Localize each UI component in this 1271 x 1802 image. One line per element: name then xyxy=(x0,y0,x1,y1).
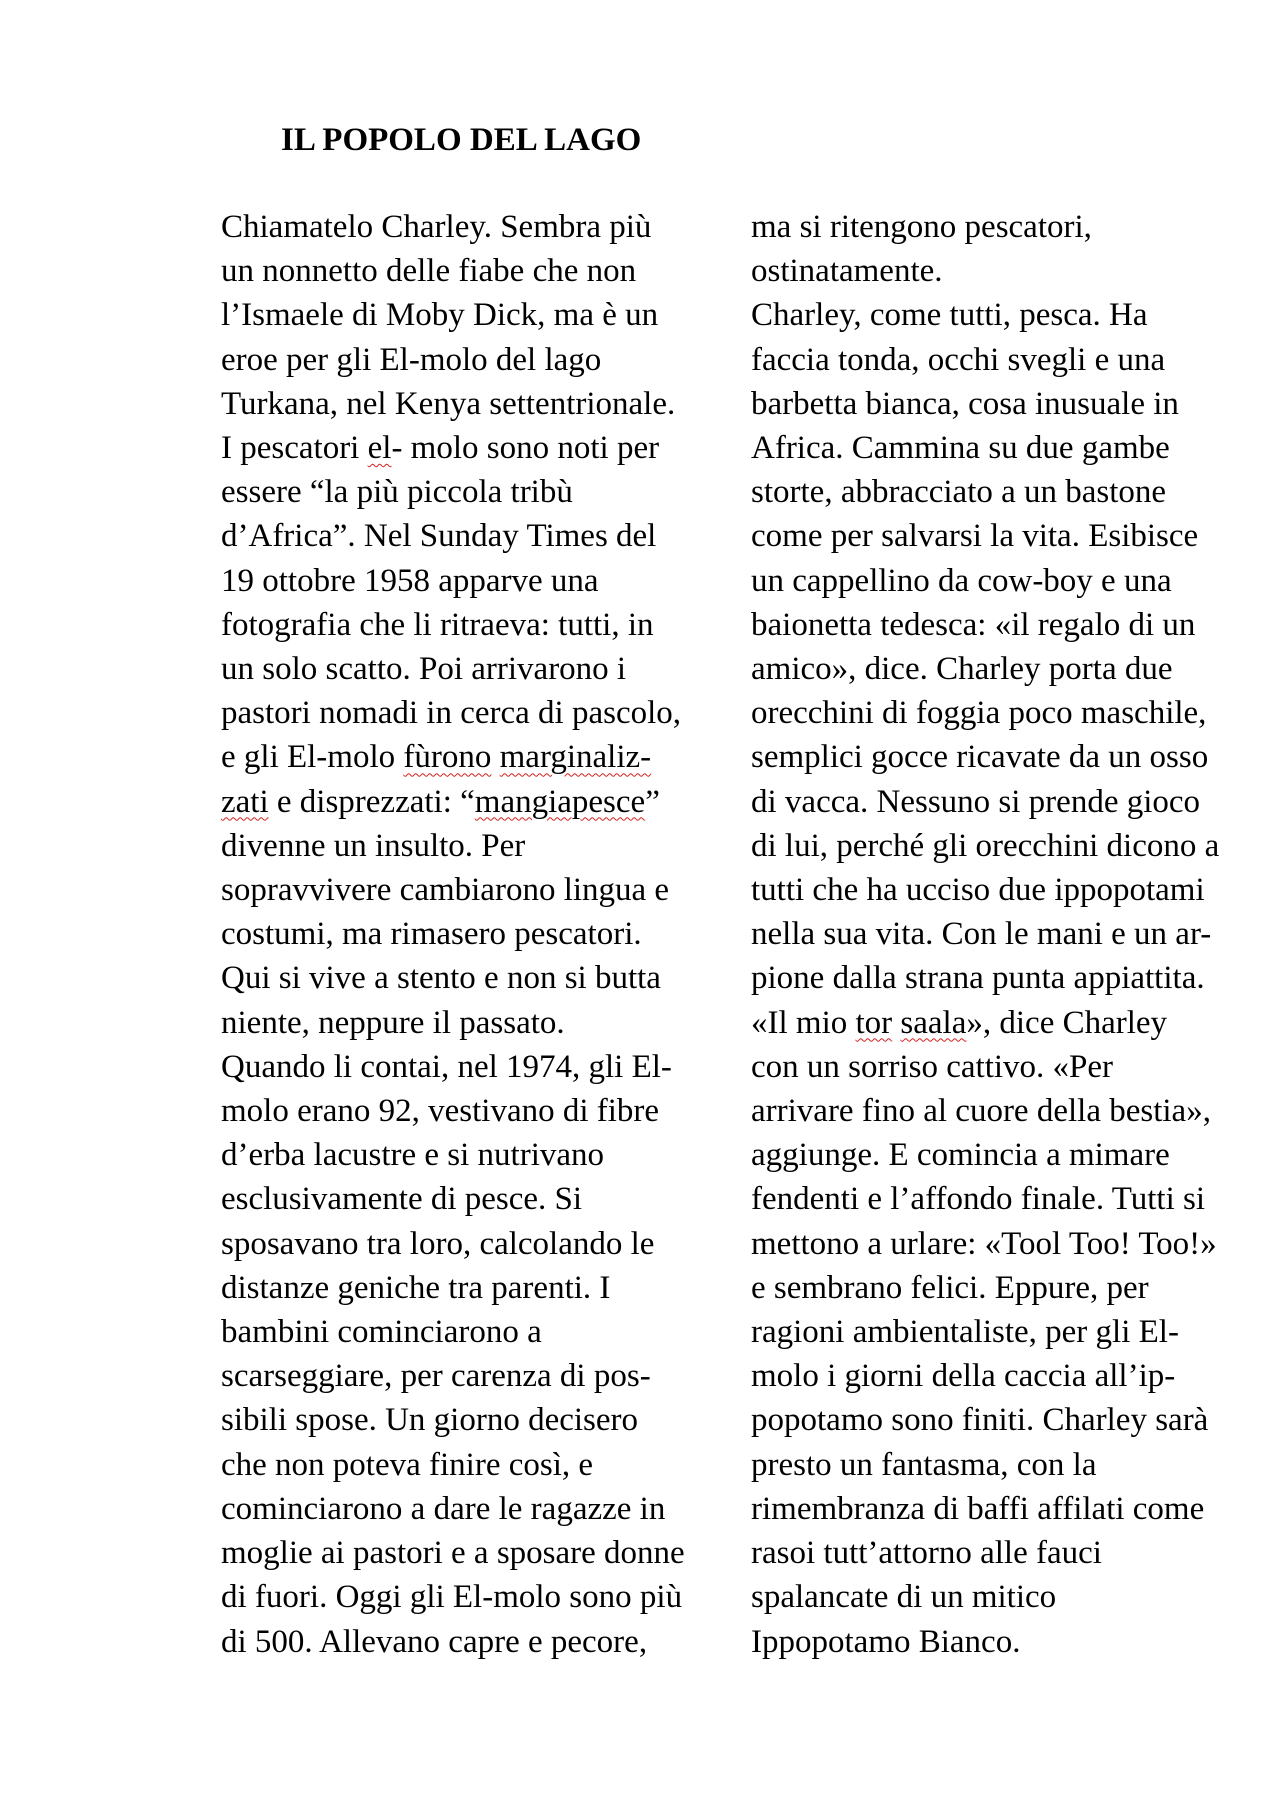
text-segment: nella sua vita. Con le mani e un ar- xyxy=(751,916,1212,953)
text-line xyxy=(751,647,1261,691)
text-line xyxy=(221,735,731,779)
text-segment: I pescatori xyxy=(221,430,368,467)
text-segment: rimembranza di baffi affilati come xyxy=(751,1490,1205,1527)
text-segment: faccia tonda, occhi svegli e una xyxy=(751,341,1166,378)
text-segment: popotamo sono finiti. Charley sarà xyxy=(751,1402,1209,1439)
text-line xyxy=(751,1575,1261,1619)
text-line xyxy=(751,1222,1261,1266)
text-line xyxy=(221,1177,731,1221)
text-line xyxy=(751,691,1261,735)
text-line xyxy=(751,1177,1261,1221)
text-line xyxy=(221,470,731,514)
text-segment: bambini cominciarono a xyxy=(221,1314,542,1351)
text-segment: un solo scatto. Poi arrivarono i xyxy=(221,651,627,688)
text-segment: Africa. Cammina su due gambe xyxy=(751,430,1170,467)
text-segment: aggiunge. E comincia a mimare xyxy=(751,1137,1170,1174)
text-line xyxy=(751,868,1261,912)
text-line xyxy=(221,1531,731,1575)
text-line xyxy=(221,1443,731,1487)
text-line xyxy=(751,1487,1261,1531)
text-line xyxy=(221,1620,731,1664)
text-segment: e gli El-molo xyxy=(221,739,404,776)
text-segment: sopravvivere cambiarono lingua e xyxy=(221,872,670,909)
text-segment: cominciarono a dare le ragazze in xyxy=(221,1490,666,1527)
text-line xyxy=(751,956,1261,1000)
text-segment: che non poteva finire così, e xyxy=(221,1446,594,1483)
article-title: IL POPOLO DEL LAGO xyxy=(281,122,642,158)
text-line xyxy=(751,470,1261,514)
text-line xyxy=(751,1310,1261,1354)
text-line xyxy=(751,824,1261,868)
text-segment: un nonnetto delle fiabe che non xyxy=(221,253,637,290)
text-segment: eroe per gli El-molo del lago xyxy=(221,341,602,378)
text-line xyxy=(751,1133,1261,1177)
spellcheck-flagged-word: mangiapesce xyxy=(474,783,646,820)
text-line xyxy=(751,1045,1261,1089)
text-segment: mettono a urlare: «Tool Too! Too!» xyxy=(751,1225,1217,1262)
text-segment xyxy=(491,739,499,775)
text-line xyxy=(221,426,731,470)
text-column-left xyxy=(221,205,731,1664)
text-segment: esclusivamente di pesce. Si xyxy=(221,1181,583,1218)
text-segment: semplici gocce ricavate da un osso xyxy=(751,739,1209,776)
text-line xyxy=(221,249,731,293)
text-line xyxy=(751,1266,1261,1310)
text-segment: tutti che ha ucciso due ippopotami xyxy=(751,872,1205,909)
text-line xyxy=(751,735,1261,779)
text-line xyxy=(751,1620,1261,1664)
text-line xyxy=(221,691,731,735)
text-line xyxy=(751,1443,1261,1487)
text-segment: pione dalla strana punta appiattita. xyxy=(751,960,1205,997)
text-line xyxy=(221,956,731,1000)
text-segment: rasoi tutt’attorno alle fauci xyxy=(751,1535,1102,1572)
text-segment: sibili spose. Un giorno decisero xyxy=(221,1402,639,1439)
text-line xyxy=(751,1089,1261,1133)
text-segment: fotografia che li ritraeva: tutti, in xyxy=(221,606,654,643)
text-segment: d’Africa”. Nel Sunday Times del xyxy=(221,518,657,555)
text-line xyxy=(221,1487,731,1531)
text-segment: fendenti e l’affondo finale. Tutti si xyxy=(751,1181,1205,1218)
text-segment: spalancate di un mitico xyxy=(751,1579,1057,1616)
text-segment: molo i giorni della caccia all’ip- xyxy=(751,1358,1176,1395)
text-segment: come per salvarsi la vita. Esibisce xyxy=(751,518,1199,555)
text-line xyxy=(221,1045,731,1089)
text-segment: orecchini di foggia poco maschile, xyxy=(751,695,1207,732)
text-line xyxy=(751,205,1261,249)
spellcheck-flagged-word: marginaliz- xyxy=(499,739,652,776)
text-segment: Chiamatelo Charley. Sembra più xyxy=(221,209,652,245)
text-segment: pastori nomadi in cerca di pascolo, xyxy=(221,695,682,732)
text-line xyxy=(751,382,1261,426)
text-segment: barbetta bianca, cosa inusuale in xyxy=(751,385,1179,422)
text-segment: d’erba lacustre e si nutrivano xyxy=(221,1137,605,1174)
text-line xyxy=(751,912,1261,956)
text-line xyxy=(751,293,1261,337)
text-line xyxy=(221,1398,731,1442)
text-segment: - molo sono noti per xyxy=(391,430,660,467)
spellcheck-flagged-word: fùrono xyxy=(403,739,492,776)
text-segment: essere “la più piccola tribù xyxy=(221,474,573,511)
text-line xyxy=(751,514,1261,558)
text-segment: e sembrano felici. Eppure, per xyxy=(751,1269,1149,1306)
text-line xyxy=(221,1266,731,1310)
text-segment: storte, abbracciato a un bastone xyxy=(751,474,1167,511)
text-line xyxy=(751,249,1261,293)
text-segment: niente, neppure il passato. xyxy=(221,1004,565,1041)
text-segment: di lui, perché gli orecchini dicono a xyxy=(751,827,1220,864)
text-line xyxy=(221,514,731,558)
text-segment: sposavano tra loro, calcolando le xyxy=(221,1225,655,1262)
text-line xyxy=(221,1310,731,1354)
text-segment: ostinatamente. xyxy=(751,253,943,290)
text-line xyxy=(751,559,1261,603)
text-segment: », dice Charley xyxy=(966,1004,1168,1041)
text-line xyxy=(221,382,731,426)
text-segment: l’Ismaele di Moby Dick, ma è un xyxy=(221,297,659,334)
text-segment: distanze geniche tra parenti. I xyxy=(221,1269,611,1306)
text-line xyxy=(221,1133,731,1177)
text-line xyxy=(221,205,731,249)
text-segment: di vacca. Nessuno si prende gioco xyxy=(751,783,1201,820)
text-segment: costumi, ma rimasero pescatori. xyxy=(221,916,642,953)
text-segment: e disprezzati: “ xyxy=(268,783,475,820)
spellcheck-flagged-word: zati xyxy=(221,783,269,820)
text-line xyxy=(221,824,731,868)
text-segment: Qui si vive a stento e non si butta xyxy=(221,960,661,997)
text-segment: arrivare fino al cuore della bestia», xyxy=(751,1093,1211,1130)
text-line xyxy=(751,603,1261,647)
text-line xyxy=(221,1089,731,1133)
text-segment: «Il mio xyxy=(751,1004,856,1041)
text-line xyxy=(221,559,731,603)
text-line xyxy=(221,293,731,337)
text-line xyxy=(751,780,1261,824)
text-segment: baionetta tedesca: «il regalo di un xyxy=(751,606,1196,643)
text-line xyxy=(221,868,731,912)
text-line xyxy=(221,912,731,956)
text-line xyxy=(221,647,731,691)
text-segment: con un sorriso cattivo. «Per xyxy=(751,1048,1114,1085)
text-line xyxy=(221,1001,731,1045)
text-segment: 19 ottobre 1958 apparve una xyxy=(221,562,599,599)
text-segment: ragioni ambientaliste, per gli El- xyxy=(751,1314,1179,1351)
text-line xyxy=(221,1222,731,1266)
text-segment: Ippopotamo Bianco. xyxy=(751,1623,1021,1660)
text-segment: ma si ritengono pescatori, xyxy=(751,209,1092,245)
text-line xyxy=(221,1354,731,1398)
text-line xyxy=(751,1531,1261,1575)
text-segment: Charley, come tutti, pesca. Ha xyxy=(751,297,1148,334)
text-segment: di fuori. Oggi gli El-molo sono più xyxy=(221,1579,683,1616)
text-segment: scarseggiare, per carenza di pos- xyxy=(221,1358,651,1395)
text-segment: ” xyxy=(645,783,660,820)
text-segment: Quando li contai, nel 1974, gli El- xyxy=(221,1048,672,1085)
text-segment: di 500. Allevano capre e pecore, xyxy=(221,1623,648,1660)
text-segment: molo erano 92, vestivano di fibre xyxy=(221,1093,660,1130)
spellcheck-flagged-word: tor xyxy=(855,1004,893,1041)
text-column-right xyxy=(751,205,1261,1664)
text-segment: moglie ai pastori e a sposare donne xyxy=(221,1535,685,1572)
text-segment: Turkana, nel Kenya settentrionale. xyxy=(221,385,676,422)
text-line xyxy=(221,780,731,824)
spellcheck-flagged-word: saala xyxy=(900,1004,967,1041)
text-segment: presto un fantasma, con la xyxy=(751,1446,1097,1483)
text-line xyxy=(221,603,731,647)
text-line xyxy=(751,426,1261,470)
text-segment: divenne un insulto. Per xyxy=(221,827,526,864)
text-line xyxy=(751,1001,1261,1045)
text-line xyxy=(751,1398,1261,1442)
text-line xyxy=(221,338,731,382)
text-line xyxy=(751,1354,1261,1398)
text-line xyxy=(751,338,1261,382)
text-segment: un cappellino da cow-boy e una xyxy=(751,562,1172,599)
text-line xyxy=(221,1575,731,1619)
spellcheck-flagged-word: el xyxy=(367,430,392,467)
text-segment: amico», dice. Charley porta due xyxy=(751,651,1173,688)
